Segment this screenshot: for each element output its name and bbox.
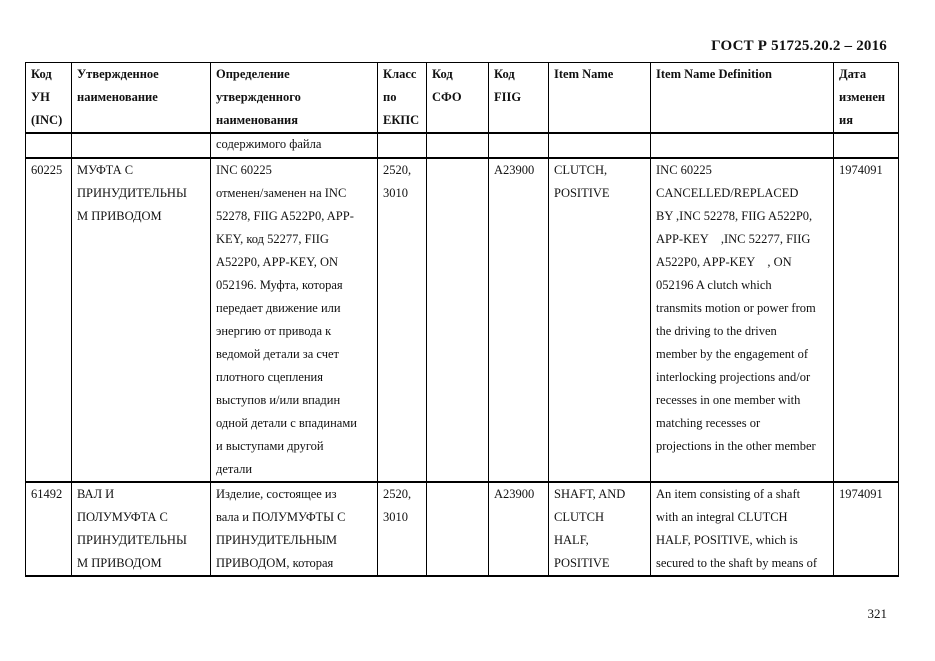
- cell-line: ПРИНУДИТЕЛЬНЫМ: [216, 533, 337, 547]
- cell-line: matching recesses or: [656, 416, 761, 430]
- cell-line: ПРИНУДИТЕЛЬНЫ: [77, 533, 187, 547]
- header-fiig: [489, 63, 549, 134]
- cell-item_name: [549, 158, 651, 482]
- header-line: по: [383, 90, 397, 104]
- header-line: (INC): [31, 113, 63, 127]
- cell-line: ВАЛ И: [77, 487, 115, 501]
- cell-line: A23900: [494, 163, 535, 177]
- cell-fiig: [489, 158, 549, 482]
- header-name_ru: [72, 63, 211, 134]
- header-line: FIIG: [494, 90, 522, 104]
- cell-line: secured to the shaft by means of: [656, 556, 818, 570]
- cell-line: 052196. Муфта, которая: [216, 278, 343, 292]
- cell-line: 61492: [31, 487, 63, 501]
- cell-line: CANCELLED/REPLACED: [656, 186, 799, 200]
- cell-line: детали: [216, 462, 253, 476]
- page-number: 321: [867, 606, 887, 621]
- header-line: УН: [31, 90, 50, 104]
- cell-line: 3010: [383, 186, 408, 200]
- cell-def_ru: [211, 133, 378, 158]
- cell-line: SHAFT, AND: [554, 487, 626, 501]
- cell-ekps: [378, 133, 427, 158]
- cell-name_ru: [72, 158, 211, 482]
- header-line: ЕКПС: [383, 113, 420, 127]
- header-line: ия: [839, 113, 853, 127]
- header-line: СФО: [432, 90, 462, 104]
- cell-item_def: [651, 482, 834, 576]
- cell-item_name: [549, 133, 651, 158]
- cell-line: отменен/заменен на INC: [216, 186, 347, 200]
- header-sfo: [427, 63, 489, 134]
- cell-line: member by the engagement of: [656, 347, 809, 361]
- cell-line: 1974091: [839, 487, 883, 501]
- cell-fiig: [489, 482, 549, 576]
- cell-line: KEY, код 52277, FIIG: [216, 232, 329, 246]
- header-line: Определение: [216, 67, 290, 81]
- cell-line: плотного сцепления: [216, 370, 323, 384]
- cell-line: М ПРИВОДОМ: [77, 209, 162, 223]
- cell-line: 3010: [383, 510, 408, 524]
- cell-line: POSITIVE: [554, 186, 610, 200]
- table-body: [26, 133, 899, 576]
- cell-line: 60225: [31, 163, 63, 177]
- cell-line: ПРИВОДОМ, которая: [216, 556, 334, 570]
- cell-line: CLUTCH: [554, 510, 604, 524]
- header-date: [834, 63, 899, 134]
- cell-line: A522P0, APP-KEY , ON: [656, 255, 792, 269]
- cell-inc: [26, 158, 72, 482]
- cell-line: содержимого файла: [216, 137, 322, 151]
- header-line: наименования: [216, 113, 299, 127]
- cell-line: энергию от привода к: [216, 324, 332, 338]
- header-inc: [26, 63, 72, 134]
- table-row: [26, 482, 899, 576]
- cell-line: МУФТА С: [77, 163, 134, 177]
- header-def_ru: [211, 63, 378, 134]
- cell-line: An item consisting of a shaft: [656, 487, 801, 501]
- cell-line: выступов и/или впадин: [216, 393, 341, 407]
- cell-line: 2520,: [383, 163, 412, 177]
- cell-line: 2520,: [383, 487, 412, 501]
- document-title: ГОСТ Р 51725.20.2 – 2016: [711, 38, 887, 54]
- cell-line: Изделие, состоящее из: [216, 487, 337, 501]
- cell-def_ru: [211, 482, 378, 576]
- header-line: Дата: [839, 67, 867, 81]
- header-line: Item Name: [554, 67, 614, 81]
- cell-date: [834, 482, 899, 576]
- cell-date: [834, 133, 899, 158]
- cell-inc: [26, 482, 72, 576]
- cell-fiig: [489, 133, 549, 158]
- cell-line: 52278, FIIG A522P0, APP-: [216, 209, 354, 223]
- cell-line: the driving to the driven: [656, 324, 777, 338]
- header-line: наименование: [77, 90, 158, 104]
- cell-ekps: [378, 482, 427, 576]
- header-ekps: [378, 63, 427, 134]
- cell-line: INC 60225: [656, 163, 712, 177]
- cell-line: interlocking projections and/or: [656, 370, 811, 384]
- cell-line: ПРИНУДИТЕЛЬНЫ: [77, 186, 187, 200]
- continuation-row: [26, 133, 899, 158]
- cell-line: projections in the other member: [656, 439, 816, 453]
- cell-sfo: [427, 133, 489, 158]
- header-item_def: [651, 63, 834, 134]
- table-header-row: [26, 63, 899, 134]
- cell-date: [834, 158, 899, 482]
- cell-line: одной детали с впадинами: [216, 416, 357, 430]
- cell-line: М ПРИВОДОМ: [77, 556, 162, 570]
- cell-def_ru: [211, 158, 378, 482]
- cell-item_def: [651, 158, 834, 482]
- gost-table: [25, 62, 899, 577]
- cell-line: 1974091: [839, 163, 883, 177]
- cell-item_name: [549, 482, 651, 576]
- cell-name_ru: [72, 133, 211, 158]
- cell-ekps: [378, 158, 427, 482]
- cell-line: recesses in one member with: [656, 393, 801, 407]
- cell-line: POSITIVE: [554, 556, 610, 570]
- cell-line: A522P0, APP-KEY, ON: [216, 255, 339, 269]
- cell-line: 052196 A clutch which: [656, 278, 772, 292]
- cell-inc: [26, 133, 72, 158]
- header-line: Item Name Definition: [656, 67, 772, 81]
- header-line: Класс: [383, 67, 417, 81]
- cell-name_ru: [72, 482, 211, 576]
- header-line: Код: [31, 67, 52, 81]
- cell-sfo: [427, 158, 489, 482]
- cell-line: BY ,INC 52278, FIIG A522P0,: [656, 209, 813, 223]
- header-item_name: [549, 63, 651, 134]
- cell-line: HALF,: [554, 533, 589, 547]
- cell-line: CLUTCH,: [554, 163, 608, 177]
- cell-line: APP-KEY ,INC 52277, FIIG: [656, 232, 811, 246]
- cell-line: with an integral CLUTCH: [656, 510, 788, 524]
- header-line: Код: [494, 67, 515, 81]
- cell-line: INC 60225: [216, 163, 272, 177]
- cell-item_def: [651, 133, 834, 158]
- header-line: утвержденного: [216, 90, 301, 104]
- cell-line: A23900: [494, 487, 535, 501]
- table-row: [26, 158, 899, 482]
- cell-line: ПОЛУМУФТА С: [77, 510, 168, 524]
- cell-line: transmits motion or power from: [656, 301, 816, 315]
- cell-line: HALF, POSITIVE, which is: [656, 533, 798, 547]
- header-line: изменен: [839, 90, 886, 104]
- cell-sfo: [427, 482, 489, 576]
- cell-line: вала и ПОЛУМУФТЫ С: [216, 510, 346, 524]
- cell-line: и выступами другой: [216, 439, 324, 453]
- header-line: Код: [432, 67, 453, 81]
- header-line: Утвержденное: [77, 67, 159, 81]
- cell-line: ведомой детали за счет: [216, 347, 339, 361]
- cell-line: передает движение или: [216, 301, 341, 315]
